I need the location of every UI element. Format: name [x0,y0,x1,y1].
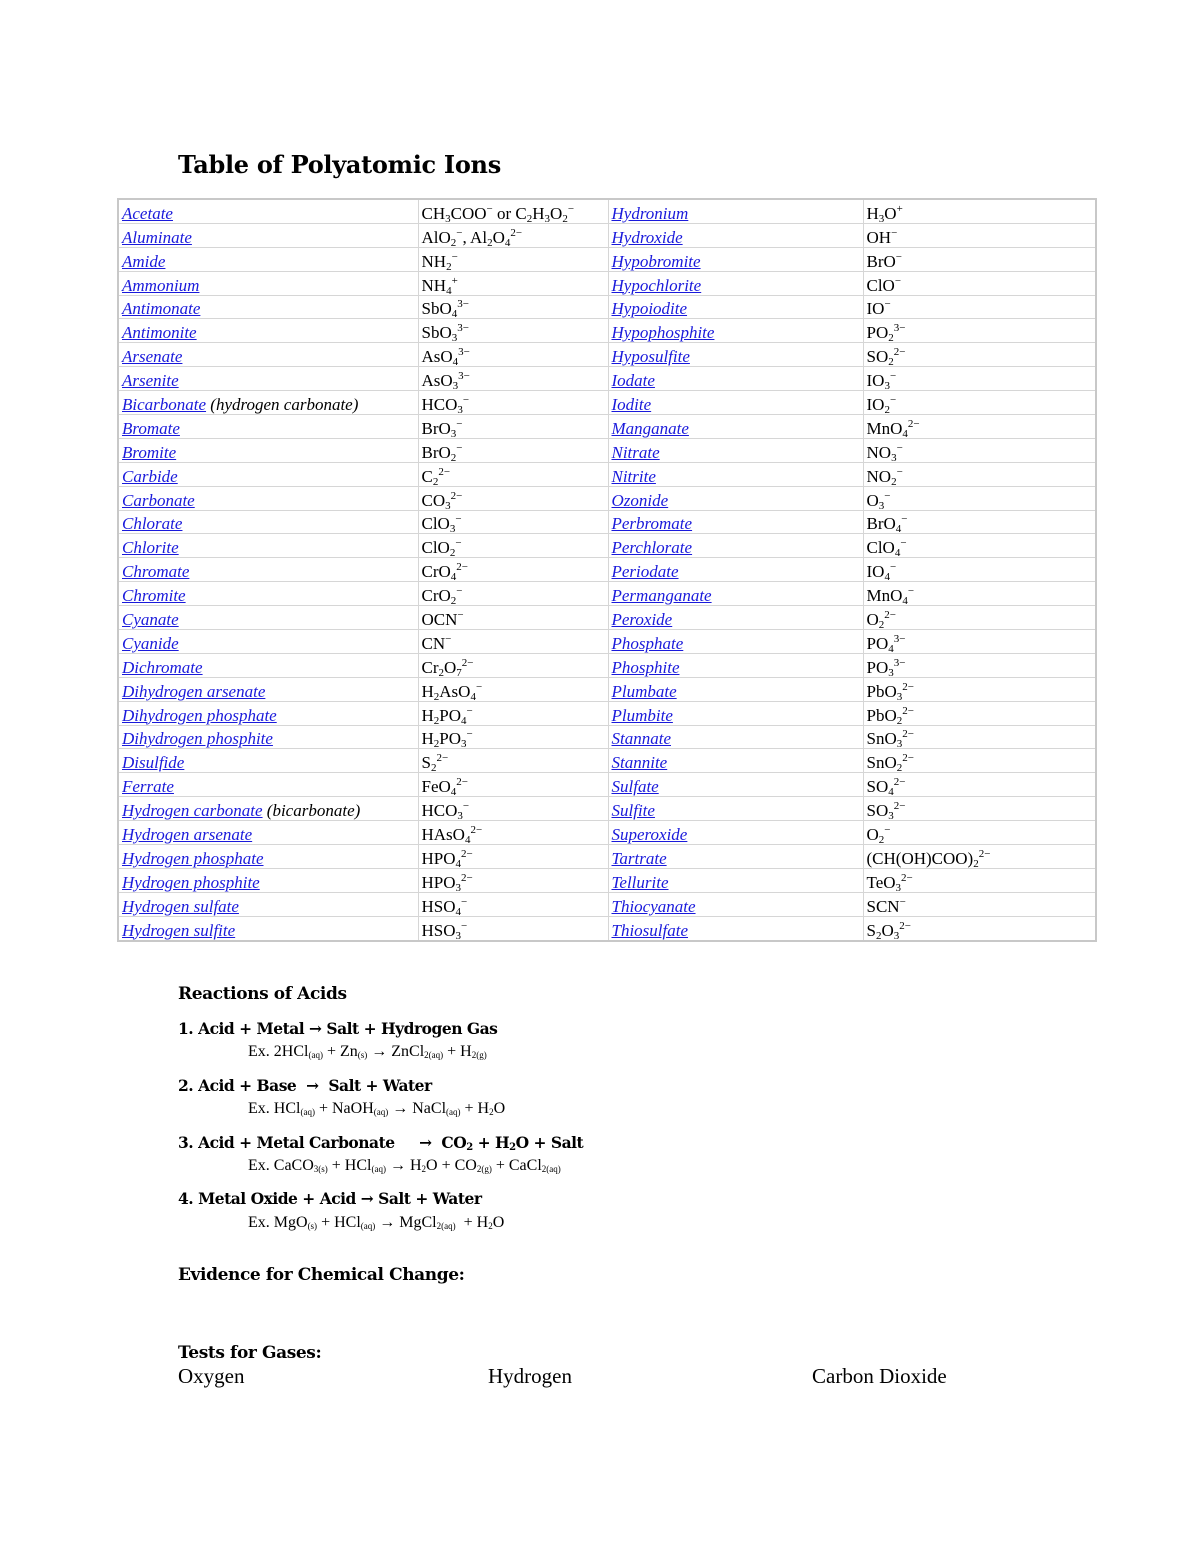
ion-formula: OCN− [421,609,464,630]
left-ion-formula-cell [418,462,608,486]
ion-formula: $H_3O^+$ [866,202,903,224]
left-ion-name-cell [118,868,418,892]
ion-name-link[interactable]: Ozonide [611,490,669,510]
ions-table-body [118,199,1096,941]
right-ion-formula-cell [863,773,1096,797]
ion-name-link[interactable]: Hydroxide [611,227,683,247]
table-row [118,534,1096,558]
ion-name-link[interactable]: Amide [122,251,166,271]
table-row [118,797,1096,821]
evidence-heading: Evidence for Chemical Change: [178,1265,465,1285]
right-ion-name-cell [608,319,863,343]
reaction-4-example: Ex. MgO$_{(s)}$ + HCl$_{(aq)}$ → MgCl$_{2(aq)}$ + $H_2O$ [248,1214,505,1231]
ion-formula: AlO$_2$−, $Al_2O_4^{2-}$ [421,226,523,248]
table-row [118,773,1096,797]
ion-name-link[interactable]: Phosphate [611,633,684,653]
ion-formula: $S_2O_3^{2-}$ [866,919,911,941]
left-ion-formula-cell [418,223,608,247]
ion-formula: $SO_4^{2-}$ [866,776,906,797]
right-ion-formula-cell [863,486,1096,510]
left-ion-formula-cell [418,367,608,391]
left-ion-formula-cell [418,582,608,606]
left-ion-formula-cell [418,343,608,367]
table-row [118,415,1096,439]
ion-name-link[interactable]: Stannate [611,729,671,749]
ion-name-link[interactable]: Chromite [122,586,186,606]
table-row [118,630,1096,654]
ion-formula: IO− [866,298,891,319]
right-ion-name-cell [608,916,863,940]
left-ion-name-cell [118,462,418,486]
ion-name-link[interactable]: Dichromate [122,657,203,677]
right-ion-formula-cell [863,199,1096,223]
gases-heading: Tests for Gases: [178,1343,322,1363]
right-ion-name-cell [608,223,863,247]
left-ion-formula-cell [418,199,608,223]
table-row [118,319,1096,343]
ion-formula: FeO$_4^{2-}$ [421,776,468,797]
left-ion-name-cell [118,916,418,940]
left-ion-formula-cell [418,295,608,319]
ion-name-link[interactable]: Plumbate [611,681,677,701]
ion-formula: CrO$_2$− [421,585,463,606]
ion-name-link[interactable]: Arsenite [122,371,179,391]
ion-name-link[interactable]: Phosphite [611,657,680,677]
left-ion-formula-cell [418,916,608,940]
left-ion-formula-cell [418,892,608,916]
reaction-3-example: Ex. CaCO$_{3(s)}$ + $HCl_{(aq)} \to H_2O + CO_{2(g)}$ + CaCl$_{2(aq)}$ [248,1157,561,1174]
left-ion-name-cell [118,797,418,821]
ion-formula: $H_2AsO_4^-$ [421,680,483,702]
ion-formula: SCN− [866,895,906,916]
ion-formula: OH− [866,226,898,247]
left-ion-formula-cell [418,701,608,725]
right-ion-formula-cell [863,534,1096,558]
reaction-2-title: 2. Acid + Base → Salt + Water [178,1076,432,1095]
right-ion-name-cell [608,773,863,797]
ion-formula: BrO$_3$− [421,417,463,439]
left-ion-name-cell [118,247,418,271]
ion-formula: $PO_2^{3-}$ [866,322,906,343]
left-ion-formula-cell [418,415,608,439]
table-row [118,486,1096,510]
ion-name-link[interactable]: Hydrogen sulfate [122,896,239,916]
table-row [118,916,1096,940]
ion-formula: $CH_3COO^-$ or $C_2H_3O_2^-$ [421,202,575,224]
ion-formula: $Cr_2O_7^{2-}$ [421,656,474,678]
ion-name-link[interactable]: Acetate [122,203,173,223]
ion-formula: $O_3^-$ [866,489,891,511]
ion-formula: ClO− [866,274,902,295]
left-ion-name-cell [118,367,418,391]
left-ion-name-cell [118,199,418,223]
ion-formula: $O_2^{2-}$ [866,609,896,630]
left-ion-formula-cell [418,749,608,773]
ion-formula: $SO_3^{2-}$ [866,800,906,821]
right-ion-name-cell [608,367,863,391]
left-ion-name-cell [118,821,418,845]
table-row [118,558,1096,582]
right-ion-formula-cell [863,916,1096,940]
left-ion-name-cell [118,653,418,677]
ion-formula: MnO$_4^{2-}$ [866,417,920,439]
ion-name-link[interactable]: Hydrogen phosphite [122,872,260,892]
table-row [118,271,1096,295]
reaction-1-title: 1. Acid + Metal → Salt + Hydrogen Gas [178,1019,498,1038]
right-ion-formula-cell [863,271,1096,295]
table-row [118,892,1096,916]
right-ion-name-cell [608,821,863,845]
right-ion-formula-cell [863,510,1096,534]
right-ion-name-cell [608,199,863,223]
left-ion-formula-cell [418,438,608,462]
right-ion-name-cell [608,486,863,510]
right-ion-formula-cell [863,725,1096,749]
ion-formula: BrO$_4$− [866,513,908,534]
ion-name-link[interactable]: Manganate [611,418,689,438]
table-row [118,677,1096,701]
ion-formula: $SO_2^{2-}$ [866,346,906,367]
table-row [118,868,1096,892]
left-ion-name-cell [118,630,418,654]
left-ion-formula-cell [418,797,608,821]
ion-formula: PbO$_2^{2-}$ [866,704,914,726]
ion-name-link[interactable]: Iodate [611,371,655,391]
table-row [118,582,1096,606]
ion-name-link[interactable]: Dihydrogen phosphite [122,729,273,749]
table-row [118,343,1096,367]
ion-name-note: (bicarbonate) [262,801,361,821]
ion-name-link[interactable]: Antimonite [122,323,197,343]
right-ion-formula-cell [863,415,1096,439]
right-ion-name-cell [608,295,863,319]
left-ion-formula-cell [418,677,608,701]
right-ion-formula-cell [863,630,1096,654]
right-ion-formula-cell [863,462,1096,486]
left-ion-formula-cell [418,319,608,343]
right-ion-name-cell [608,534,863,558]
ion-name-link[interactable]: Hydrogen sulfite [122,920,236,940]
ion-name-link[interactable]: Periodate [611,562,679,582]
ion-name-link[interactable]: Hyposulfite [611,347,690,367]
ion-formula: MnO$_4$− [866,585,915,606]
polyatomic-ions-table [117,198,1097,942]
table-row [118,223,1096,247]
ion-formula: SnO$_3^{2-}$ [866,728,914,749]
right-ion-name-cell [608,868,863,892]
ion-formula: $PO_3^{3-}$ [866,656,906,678]
left-ion-formula-cell [418,845,608,869]
ion-name-link[interactable]: Carbide [122,466,178,486]
gas-oxygen: Oxygen [178,1364,245,1388]
ion-formula: AsO$_3^{3-}$ [421,370,470,391]
left-ion-name-cell [118,391,418,415]
ion-name-link[interactable]: Ferrate [122,777,174,797]
left-ion-name-cell [118,749,418,773]
ion-formula: $HCO_3^-$ [421,394,470,415]
left-ion-name-cell [118,773,418,797]
right-ion-name-cell [608,845,863,869]
ion-formula: $IO_4^-$ [866,561,897,582]
left-ion-name-cell [118,558,418,582]
table-row [118,295,1096,319]
table-row [118,510,1096,534]
left-ion-formula-cell [418,630,608,654]
ion-name-link[interactable]: Thiosulfate [611,920,689,940]
ion-name-link[interactable]: Iodite [611,395,652,415]
left-ion-formula-cell [418,486,608,510]
table-row [118,606,1096,630]
left-ion-name-cell [118,438,418,462]
left-ion-name-cell [118,271,418,295]
right-ion-formula-cell [863,821,1096,845]
left-ion-name-cell [118,845,418,869]
ion-formula: $HSO_3^-$ [421,919,468,941]
right-ion-name-cell [608,582,863,606]
ion-name-link[interactable]: Hypoiodite [611,299,688,319]
left-ion-formula-cell [418,653,608,677]
left-ion-name-cell [118,582,418,606]
right-ion-name-cell [608,701,863,725]
table-row [118,821,1096,845]
ion-name-link[interactable]: Ammonium [122,275,200,295]
ion-name-link[interactable]: Chlorite [122,538,179,558]
ion-formula: $CO_3^{2-}$ [421,489,463,511]
ion-formula: PbO$_3^{2-}$ [866,680,914,702]
ion-name-link[interactable]: Hydrogen carbonate [122,801,263,821]
ion-name-note: (hydrogen carbonate) [206,395,359,415]
table-row [118,653,1096,677]
ion-formula: $NH_2^-$ [421,250,458,272]
ion-name-link[interactable]: Nitrate [611,442,660,462]
left-ion-name-cell [118,223,418,247]
table-row [118,438,1096,462]
left-ion-formula-cell [418,510,608,534]
right-ion-formula-cell [863,701,1096,725]
table-row [118,367,1096,391]
ion-formula: $S_2^{2-}$ [421,752,449,773]
ion-formula: ClO$_2$− [421,537,462,558]
right-ion-formula-cell [863,749,1096,773]
left-ion-name-cell [118,415,418,439]
table-row [118,701,1096,725]
gas-carbon-dioxide: Carbon Dioxide [812,1364,947,1388]
ion-formula: $PO_4^{3-}$ [866,632,906,654]
ion-formula: $NH_4^+$ [421,274,458,296]
left-ion-name-cell [118,534,418,558]
ion-name-link[interactable]: Bicarbonate [122,395,207,415]
left-ion-name-cell [118,892,418,916]
right-ion-formula-cell [863,558,1096,582]
right-ion-name-cell [608,797,863,821]
right-ion-formula-cell [863,892,1096,916]
ion-name-link[interactable]: Hypobromite [611,251,701,271]
left-ion-formula-cell [418,391,608,415]
reaction-4-title: 4. Metal Oxide + Acid → Salt + Water [178,1189,482,1208]
right-ion-name-cell [608,653,863,677]
right-ion-name-cell [608,271,863,295]
ion-formula: ClO$_4$− [866,537,907,558]
ion-name-link[interactable]: Disulfide [122,753,185,773]
right-ion-formula-cell [863,845,1096,869]
ion-formula: $H_2PO_3^-$ [421,728,473,749]
right-ion-name-cell [608,749,863,773]
ion-name-link[interactable]: Arsenate [122,347,183,367]
right-ion-formula-cell [863,438,1096,462]
ion-name-link[interactable]: Hydronium [611,203,689,223]
ion-formula: SnO$_2^{2-}$ [866,752,914,773]
left-ion-formula-cell [418,271,608,295]
right-ion-name-cell [608,247,863,271]
right-ion-formula-cell [863,319,1096,343]
reaction-1-example: Ex. $2HCl_{(aq)} + Zn_{(s)}$ → ZnCl$_{2(aq)}$ + $H_{2(g)}$ [248,1043,487,1060]
ion-formula: $HPO_3^{2-}$ [421,871,473,893]
table-row [118,462,1096,486]
right-ion-formula-cell [863,797,1096,821]
right-ion-formula-cell [863,868,1096,892]
ion-formula: $H_2PO_4^-$ [421,704,473,726]
right-ion-name-cell [608,438,863,462]
left-ion-name-cell [118,486,418,510]
right-ion-formula-cell [863,295,1096,319]
reaction-2-example: Ex. HCl$_{(aq)}$ + NaOH$_{(aq)}$ → NaCl$_{(aq)}$ + $H_2O$ [248,1100,506,1117]
table-row [118,199,1096,223]
table-row [118,391,1096,415]
left-ion-formula-cell [418,868,608,892]
ion-formula: $HPO_4^{2-}$ [421,847,473,869]
ion-formula: $HCO_3^-$ [421,800,470,821]
right-ion-formula-cell [863,653,1096,677]
ion-name-link[interactable]: Plumbite [611,705,673,725]
ion-formula: HAsO$_4^{2-}$ [421,824,483,845]
ion-name-link[interactable]: Chlorate [122,514,183,534]
left-ion-name-cell [118,343,418,367]
ion-name-link[interactable]: Bromate [122,418,180,438]
right-ion-name-cell [608,892,863,916]
ion-name-link[interactable]: Hypochlorite [611,275,702,295]
ion-name-link[interactable]: Tartrate [611,848,667,868]
right-ion-name-cell [608,462,863,486]
ion-name-link[interactable]: Perchlorate [611,538,693,558]
reaction-3-title: 3. Acid + Metal Carbonate → $CO_2 + H_2O$ + Salt [178,1133,584,1153]
ion-formula: $IO_2^-$ [866,394,897,415]
table-row [118,725,1096,749]
right-ion-name-cell [608,343,863,367]
ion-name-link[interactable]: Nitrite [611,466,656,486]
ion-formula: AsO$_4^{3-}$ [421,346,470,367]
ion-name-link[interactable]: Bromite [122,442,177,462]
right-ion-formula-cell [863,606,1096,630]
left-ion-name-cell [118,510,418,534]
ion-name-link[interactable]: Peroxide [611,610,673,630]
right-ion-name-cell [608,630,863,654]
ion-name-link[interactable]: Tellurite [611,872,669,892]
left-ion-name-cell [118,606,418,630]
right-ion-name-cell [608,391,863,415]
left-ion-formula-cell [418,534,608,558]
right-ion-formula-cell [863,223,1096,247]
right-ion-name-cell [608,510,863,534]
reactions-heading: Reactions of Acids [178,984,347,1004]
ion-name-link[interactable]: Stannite [611,753,668,773]
left-ion-formula-cell [418,247,608,271]
right-ion-formula-cell [863,247,1096,271]
ion-formula: $NO_3^-$ [866,441,903,463]
page-title: Table of Polyatomic Ions [178,150,501,179]
ion-formula: $NO_2^-$ [866,465,903,487]
ion-name-link[interactable]: Cyanide [122,633,179,653]
table-row [118,247,1096,271]
table-row [118,845,1096,869]
ion-name-link[interactable]: Aluminate [122,227,192,247]
right-ion-name-cell [608,677,863,701]
table-row [118,749,1096,773]
ion-formula: $HSO_4^-$ [421,895,468,917]
ion-name-link[interactable]: Antimonate [122,299,201,319]
right-ion-name-cell [608,725,863,749]
ion-formula: SbO$_4^{3-}$ [421,298,469,319]
ion-name-link[interactable]: Dihydrogen phosphate [122,705,277,725]
right-ion-formula-cell [863,391,1096,415]
ion-formula: $O_2^-$ [866,824,891,845]
ion-name-link[interactable]: Hydrogen phosphate [122,848,264,868]
ion-formula: TeO$_3^{2-}$ [866,871,913,893]
ion-name-link[interactable]: Chromate [122,562,190,582]
ion-name-link[interactable]: Thiocyanate [611,896,696,916]
ion-name-link[interactable]: Dihydrogen arsenate [122,681,266,701]
ion-name-link[interactable]: Perbromate [611,514,693,534]
ion-name-link[interactable]: Permanganate [611,586,712,606]
left-ion-name-cell [118,677,418,701]
ion-formula: $(CH(OH)COO)_2^{2-}$ [866,847,991,869]
ion-formula: CN− [421,632,452,653]
left-ion-formula-cell [418,558,608,582]
left-ion-name-cell [118,725,418,749]
right-ion-formula-cell [863,582,1096,606]
ion-name-link[interactable]: Hydrogen arsenate [122,825,253,845]
left-ion-formula-cell [418,606,608,630]
left-ion-name-cell [118,295,418,319]
right-ion-formula-cell [863,677,1096,701]
ion-formula: $C_2^{2-}$ [421,465,451,487]
left-ion-name-cell [118,319,418,343]
ion-name-link[interactable]: Cyanate [122,610,179,630]
left-ion-name-cell [118,701,418,725]
ion-name-link[interactable]: Superoxide [611,825,688,845]
ion-formula: $IO_3^-$ [866,370,897,391]
ion-name-link[interactable]: Sulfite [611,801,655,821]
ion-name-link[interactable]: Hypophosphite [611,323,715,343]
right-ion-name-cell [608,415,863,439]
right-ion-name-cell [608,606,863,630]
left-ion-formula-cell [418,773,608,797]
ion-formula: CrO$_4^{2-}$ [421,561,468,582]
ion-formula: ClO$_3$− [421,513,462,534]
right-ion-formula-cell [863,367,1096,391]
left-ion-formula-cell [418,725,608,749]
right-ion-name-cell [608,558,863,582]
left-ion-formula-cell [418,821,608,845]
gas-hydrogen: Hydrogen [488,1364,572,1388]
ion-formula: BrO$_2$− [421,441,463,463]
ion-formula: SbO$_3^{3-}$ [421,322,469,343]
ion-formula: BrO− [866,250,902,271]
right-ion-formula-cell [863,343,1096,367]
ion-name-link[interactable]: Carbonate [122,490,195,510]
ion-name-link[interactable]: Sulfate [611,777,659,797]
